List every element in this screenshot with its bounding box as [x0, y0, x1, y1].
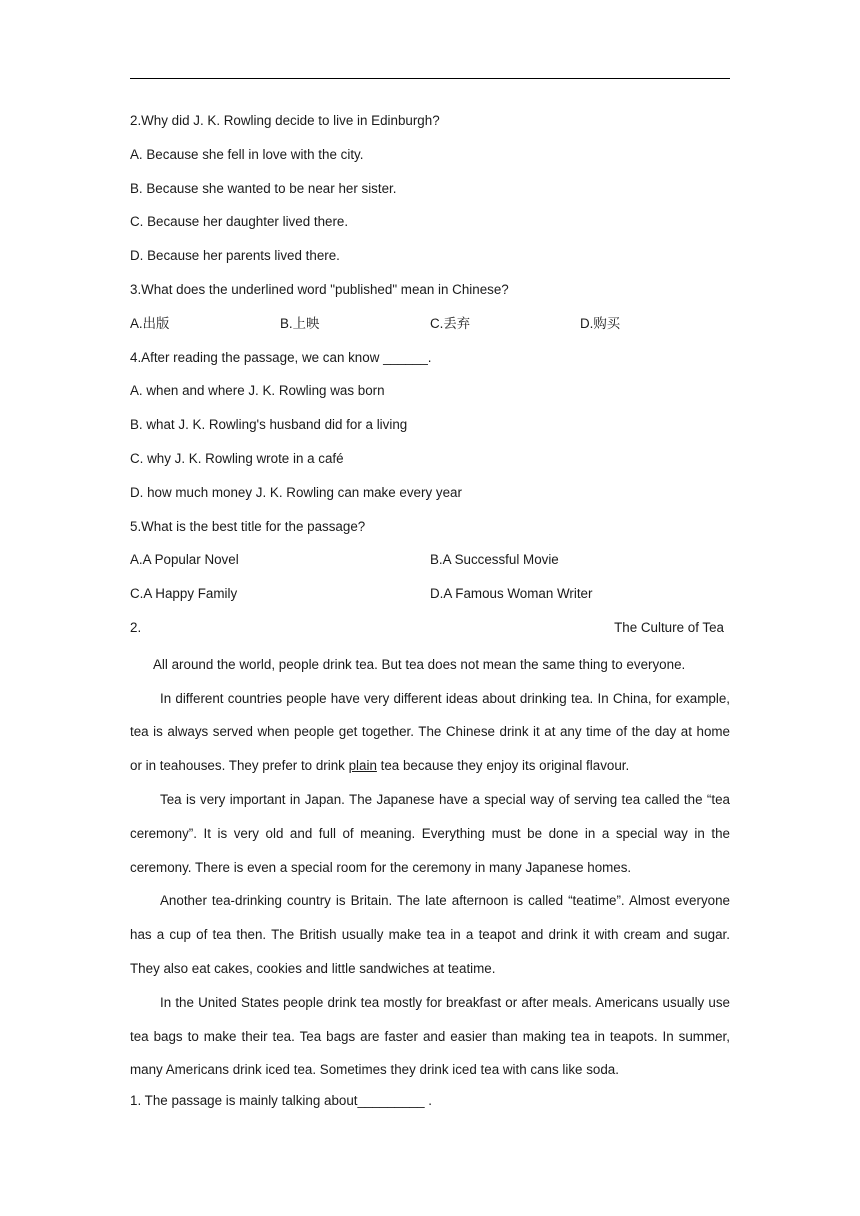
- worksheet-content: [130, 107, 730, 1121]
- passage-2-question-1: 1. The passage is mainly talking about_________ .: [130, 1093, 432, 1109]
- q4-option-c: C. why J. K. Rowling wrote in a café: [130, 450, 344, 466]
- question-2: 2.Why did J. K. Rowling decide to live in Edinburgh?: [130, 113, 440, 128]
- passage-paragraph-4: Another tea-drinking country is Britain. The late afternoon is called “teatime”. Almost everyone has a cup of tea then. The British usually make tea in a teapot and drink it with cream and sugar. They also eat cakes, cookies and little sandwiches at teatime.: [130, 893, 730, 976]
- paragraph-2-text-end: tea because they enjoy its original flavour.: [376, 758, 630, 774]
- q4-option-b: B. what J. K. Rowling's husband did for a living: [130, 417, 408, 433]
- underlined-word-plain: plain: [348, 758, 377, 774]
- q5-options-row-2: [130, 580, 730, 614]
- q3-option-c: C.丢弃: [430, 315, 471, 331]
- q5-option-a: A.A Popular Novel: [130, 552, 239, 568]
- passage-paragraph-5: In the United States people drink tea mostly for breakfast or after meals. Americans usually use tea bags to make their tea. Tea bags are faster and easier than making tea in teapots. In summer, many Americans drink iced tea. Sometimes they drink iced tea with cans like soda.: [130, 994, 730, 1078]
- q2-option-a: A. Because she fell in love with the city.: [130, 146, 364, 162]
- question-4: 4.After reading the passage, we can know ______.: [130, 349, 432, 365]
- q5-options-row-1: [130, 546, 730, 580]
- q5-option-d: D.A Famous Woman Writer: [430, 586, 593, 602]
- q4-option-d: D. how much money J. K. Rowling can make every year: [130, 484, 462, 500]
- passage-2-title: The Culture of Tea: [614, 619, 724, 635]
- q5-option-c: C.A Happy Family: [130, 586, 238, 602]
- passage-paragraph-1: All around the world, people drink tea. But tea does not mean the same thing to everyone.: [153, 656, 686, 672]
- question-5: 5.What is the best title for the passage?: [130, 518, 366, 534]
- question-3: 3.What does the underlined word "published" mean in Chinese?: [130, 281, 509, 297]
- q3-option-a: A.出版: [130, 315, 170, 331]
- header-divider: [130, 78, 730, 79]
- q3-option-d: D.购买: [580, 315, 621, 331]
- passage-2-number: 2.: [130, 619, 142, 635]
- paragraph-2-text-start: In different countries people have very different ideas about drinking tea. In China, for example, tea is always served when people get together. The Chinese drink it at any time of the day at home or in teahouses. They prefer to drink: [130, 690, 730, 774]
- passage-2-header: [130, 614, 730, 648]
- q2-option-c: C. Because her daughter lived there.: [130, 214, 349, 230]
- q4-option-a: A. when and where J. K. Rowling was born: [130, 383, 385, 399]
- q2-option-d: D. Because her parents lived there.: [130, 248, 340, 264]
- q3-option-b: B.上映: [280, 315, 320, 331]
- q2-option-b: B. Because she wanted to be near her sister.: [130, 180, 397, 196]
- q3-options-row: [130, 310, 730, 344]
- passage-paragraph-3: Tea is very important in Japan. The Japanese have a special way of serving tea called the “tea ceremony”. It is very old and full of meaning. Everything must be done in a special way in the ceremony. There is even a special room for the ceremony in many Japanese homes.: [130, 791, 730, 875]
- passage-paragraph-2: [130, 682, 730, 783]
- q5-option-b: B.A Successful Movie: [430, 552, 559, 568]
